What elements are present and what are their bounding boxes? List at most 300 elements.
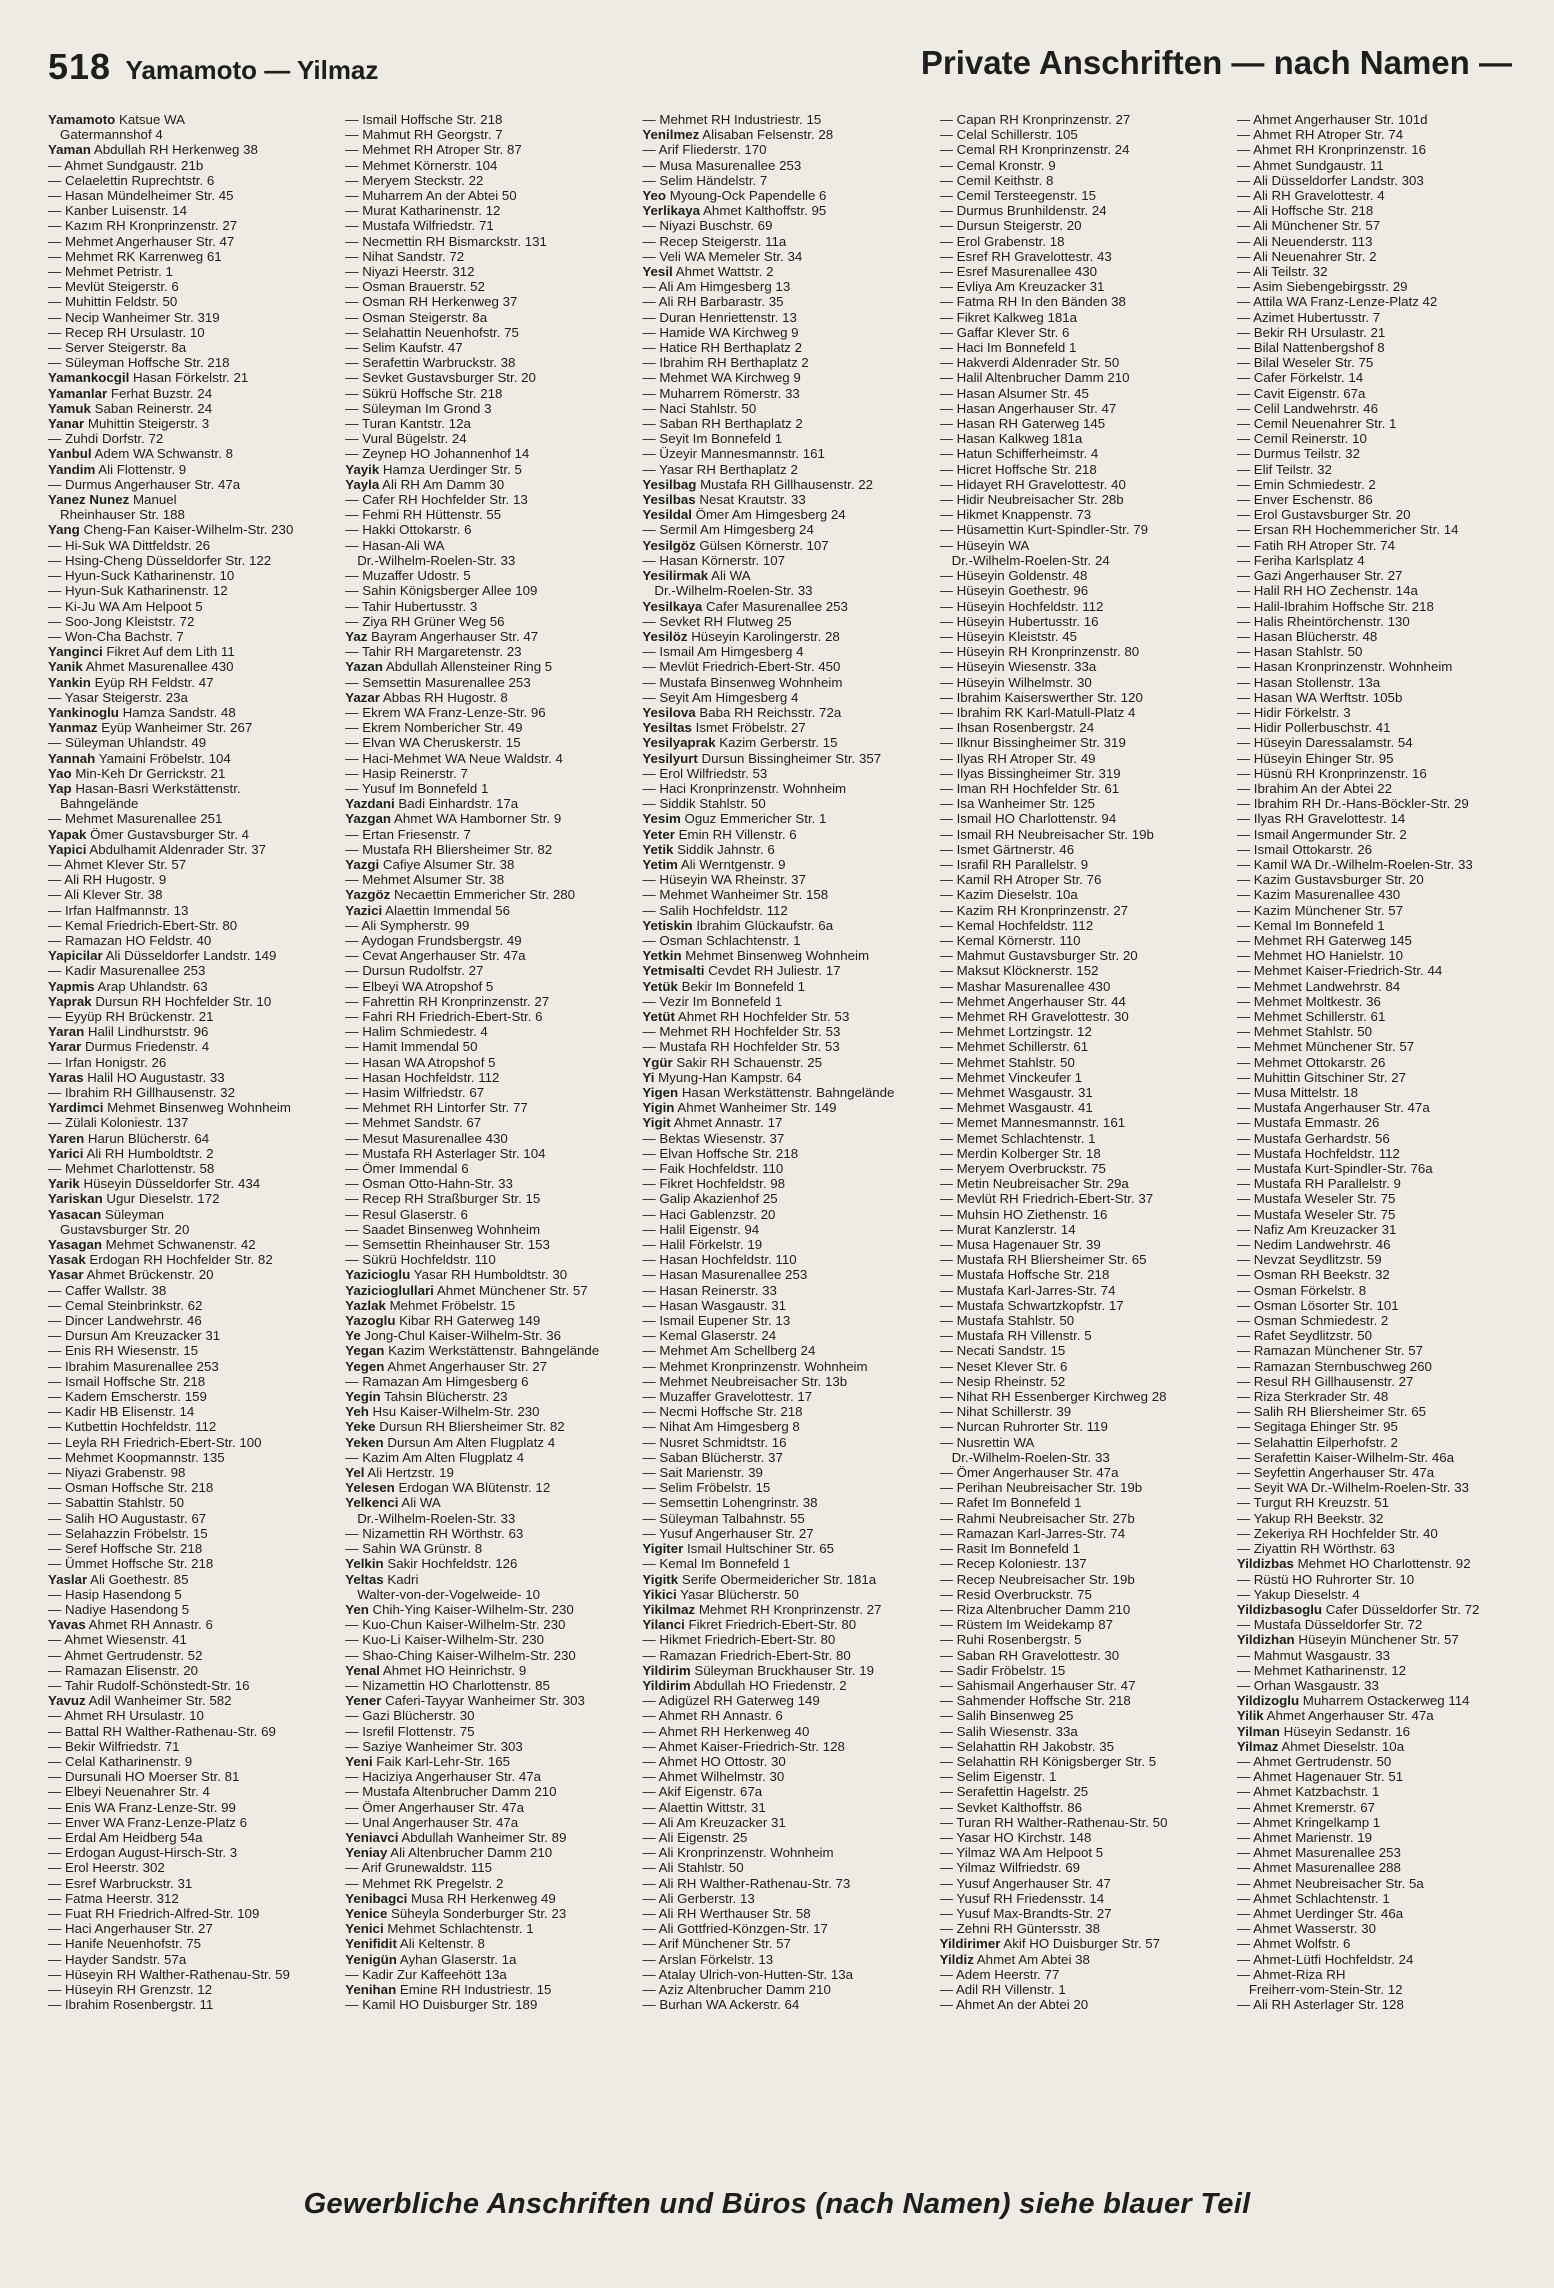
directory-entry: — Fuat RH Friedrich-Alfred-Str. 109 xyxy=(48,1905,260,1921)
directory-entry: — Kazim Dieselstr. 10a xyxy=(939,887,1078,903)
directory-entry: — Evliya Am Kreuzacker 31 xyxy=(939,279,1105,295)
directory-entry: — Seyfettin Angerhauser Str. 47a xyxy=(1236,1465,1435,1481)
directory-entry: — Aziz Altenbrucher Damm 210 xyxy=(642,1981,831,1997)
directory-entry: — Hasan Wasgaustr. 31 xyxy=(642,1297,787,1313)
directory-entry: — Cemal RH Kronprinzenstr. 24 xyxy=(939,142,1130,158)
directory-entry: — Mehmet RK Pregelstr. 2 xyxy=(345,1875,504,1891)
directory-entry: — Memet Schlachtenstr. 1 xyxy=(939,1130,1096,1146)
directory-entry: — Kazim Gustavsburger Str. 20 xyxy=(1236,872,1424,888)
directory-entry: — Osman Förkelstr. 8 xyxy=(1236,1282,1367,1298)
directory-entry: — Hüseyin Goldenstr. 48 xyxy=(939,568,1088,584)
directory-entry: — Atalay Ulrich-von-Hutten-Str. 13a xyxy=(642,1966,854,1982)
directory-entry: — Kazim RH Kronprinzenstr. 27 xyxy=(939,902,1129,918)
directory-entry: — Mustafa Weseler Str. 75 xyxy=(1236,1206,1396,1222)
directory-entry: — Ahmet Hagenauer Str. 51 xyxy=(1236,1769,1404,1785)
directory-entry: — Mehmet HO Hanielstr. 10 xyxy=(1236,948,1404,964)
surname: Yazici xyxy=(345,902,383,918)
directory-entry: Yazgöz Necaettin Emmericher Str. 280 xyxy=(345,887,576,903)
directory-entry: — Haciziya Angerhauser Str. 47a xyxy=(345,1769,542,1785)
directory-entry: — Mustafa RH Villenstr. 5 xyxy=(939,1328,1092,1344)
directory-entry: — Mahmut RH Georgstr. 7 xyxy=(345,127,503,143)
directory-entry: Yetkin Mehmet Binsenweg Wohnheim xyxy=(642,948,870,964)
directory-entry: — Muzaffer Udostr. 5 xyxy=(345,568,471,584)
directory-entry: Yesilöz Hüseyin Karolingerstr. 28 xyxy=(642,628,840,644)
surname: Yenifidit xyxy=(345,1936,397,1952)
directory-entry: — Ibrahim RH Dr.-Hans-Böckler-Str. 29 xyxy=(1236,796,1469,812)
directory-entry: — Hüseyin RH Walther-Rathenau-Str. 59 xyxy=(48,1966,290,1982)
surname: Yildirimer xyxy=(939,1936,1001,1952)
directory-entry: — Enver Eschenstr. 86 xyxy=(1236,492,1373,508)
surname: Yamanlar xyxy=(48,385,108,401)
surname: Yazoglu xyxy=(345,1313,396,1329)
surname: Yel xyxy=(345,1465,365,1481)
directory-entry: — Necati Sandstr. 15 xyxy=(939,1343,1066,1359)
directory-entry: — Fikret Kalkweg 181a xyxy=(939,309,1078,325)
surname: Yenigün xyxy=(345,1951,397,1967)
directory-entry: — Mahmut Gustavsburger Str. 20 xyxy=(939,948,1138,964)
surname: Yao xyxy=(48,765,72,781)
directory-entry: — Erdogan August-Hirsch-Str. 3 xyxy=(48,1845,238,1861)
directory-entry: — Hyun-Suk Katharinenstr. 12 xyxy=(48,583,228,599)
directory-entry: — Ahmet RH Ursulastr. 10 xyxy=(48,1708,204,1724)
surname: Yilmaz xyxy=(1236,1738,1279,1754)
directory-entry: Yilanci Fikret Friedrich-Ebert-Str. 80 xyxy=(642,1617,857,1633)
directory-entry: — Erol Gustavsburger Str. 20 xyxy=(1236,507,1411,523)
surname: Yanez Nunez xyxy=(48,492,130,508)
surname: Yang xyxy=(48,522,80,538)
directory-entry: — Hasim Wilfriedstr. 67 xyxy=(345,1085,485,1100)
directory-entry: — Ali Am Himgesberg 13 xyxy=(642,279,791,295)
directory-entry: Yelkenci Ali WA xyxy=(345,1495,441,1511)
directory-entry: Yildizoglu Muharrem Ostackerweg 114 xyxy=(1236,1693,1470,1709)
directory-entry: — Hüseyin WA xyxy=(939,537,1030,553)
directory-entry: — Esref Masurenallee 430 xyxy=(939,264,1098,280)
directory-entry: — Hasan Körnerstr. 107 xyxy=(642,552,786,568)
directory-entry: Yetim Ali Werntgenstr. 9 xyxy=(642,856,786,872)
directory-entry: — Tahir Rudolf-Schönstedt-Str. 16 xyxy=(48,1677,250,1693)
directory-entry: Yeter Emin RH Villenstr. 6 xyxy=(642,826,797,842)
directory-entry: — Mustafa Hoffsche Str. 218 xyxy=(939,1267,1110,1283)
directory-entry: Yasar Ahmet Brückenstr. 20 xyxy=(48,1267,214,1283)
directory-entry: — Arif Münchener Str. 57 xyxy=(642,1936,791,1952)
directory-entry: — Musa Hagenauer Str. 39 xyxy=(939,1237,1101,1253)
directory-entry: — Ali RH Barbarastr. 35 xyxy=(642,294,784,310)
directory-entry: — Osman Otto-Hahn-Str. 33 xyxy=(345,1176,513,1192)
surname: Yeni xyxy=(345,1753,373,1769)
directory-entry: — Yusuf Im Bonnefeld 1 xyxy=(345,780,489,796)
directory-entry: — Kamil HO Duisburger Str. 189 xyxy=(345,1997,538,2013)
surname: Yildirim xyxy=(642,1677,691,1693)
directory-entry: — Ali Gerberstr. 13 xyxy=(642,1890,755,1906)
directory-entry: — Erol Heerstr. 302 xyxy=(48,1860,165,1876)
directory-entry: — Ahmet Schlachtenstr. 1 xyxy=(1236,1890,1390,1906)
directory-entry: Yanez Nunez Manuel xyxy=(48,492,177,508)
directory-entry: — Rüstem Im Weidekamp 87 xyxy=(939,1617,1114,1633)
directory-entry: — Sevket Kalthoffstr. 86 xyxy=(939,1799,1083,1815)
directory-entry: — Ahmet Masurenallee 253 xyxy=(1236,1845,1401,1861)
directory-entry: — Hüsnü RH Kronprinzenstr. 16 xyxy=(1236,765,1427,781)
directory-entry: — Osman RH Herkenweg 37 xyxy=(345,294,518,310)
directory-entry: — Selahattin Eilperhofstr. 2 xyxy=(1236,1434,1398,1450)
directory-entry: — Semsettin Masurenallee 253 xyxy=(345,674,531,690)
directory-entry: — Attila WA Franz-Lenze-Platz 42 xyxy=(1236,294,1438,310)
directory-entry: — Hatice RH Berthaplatz 2 xyxy=(642,340,803,356)
directory-entry: — Necmettin RH Bismarckstr. 131 xyxy=(345,233,547,249)
directory-entry: Yaras Halil HO Augustastr. 33 xyxy=(48,1069,225,1085)
directory-entry: — Haci Angerhauser Str. 27 xyxy=(48,1921,213,1937)
surname: Yaras xyxy=(48,1069,84,1085)
directory-entry: — Recep Steigerstr. 11a xyxy=(642,233,787,249)
directory-entry: Yazoglu Kibar RH Gaterweg 149 xyxy=(345,1313,541,1329)
directory-entry: — Turan Kantstr. 12a xyxy=(345,416,471,432)
surname: Yelkenci xyxy=(345,1495,399,1511)
surname: Yarar xyxy=(48,1039,82,1055)
directory-entry: Ygür Sakir RH Schauenstr. 25 xyxy=(642,1054,822,1070)
directory-entry: — Osman Hoffsche Str. 218 xyxy=(48,1480,214,1496)
surname: Yenibagci xyxy=(345,1890,408,1906)
directory-entry: — Nizamettin HO Charlottenstr. 85 xyxy=(345,1677,550,1693)
directory-entry: — Kazim Münchener Str. 57 xyxy=(1236,902,1404,918)
directory-entry: — Ömer Angerhauser Str. 47a xyxy=(345,1799,525,1815)
directory-entry: — Hasan RH Gaterweg 145 xyxy=(939,416,1106,432)
directory-entry: — Ahmet RH Herkenweg 40 xyxy=(642,1723,810,1739)
directory-entry: Yasagan Mehmet Schwanenstr. 42 xyxy=(48,1237,256,1253)
surname: Yandim xyxy=(48,461,96,477)
directory-entry: Freiherr-vom-Stein-Str. 12 xyxy=(1248,1981,1403,1997)
directory-entry: — Ismail HO Charlottenstr. 94 xyxy=(939,811,1117,827)
directory-entry: — Nedim Landwehrstr. 46 xyxy=(1236,1237,1391,1253)
directory-entry: — Riza Altenbrucher Damm 210 xyxy=(939,1601,1131,1617)
directory-entry: Dr.-Wilhelm-Roelen-Str. 33 xyxy=(951,1449,1110,1465)
surname: Yazgöz xyxy=(345,887,391,903)
directory-columns xyxy=(48,112,1520,2152)
directory-entry: — Adigüzel RH Gaterweg 149 xyxy=(642,1693,820,1709)
directory-entry: — Nevzat Seydlitzstr. 59 xyxy=(1236,1252,1382,1268)
directory-entry: — Murat Katharinenstr. 12 xyxy=(345,203,501,219)
page-header xyxy=(48,40,1512,90)
directory-entry: — Mustafa Binsenweg Wohnheim xyxy=(642,674,843,690)
directory-entry: Yardimci Mehmet Binsenweg Wohnheim xyxy=(48,1100,291,1116)
directory-entry: — Halil Eigenstr. 94 xyxy=(642,1221,760,1237)
directory-entry: — Memet Mannesmannstr. 161 xyxy=(939,1115,1126,1131)
directory-entry: — Kuo-Li Kaiser-Wilhelm-Str. 230 xyxy=(345,1632,544,1648)
directory-entry: Yapici Abdulhamit Aldenrader Str. 37 xyxy=(48,841,267,857)
surname: Yaman xyxy=(48,142,91,158)
directory-entry: — Adem Heerstr. 77 xyxy=(939,1966,1060,1982)
directory-entry: Yesilbag Mustafa RH Gillhausenstr. 22 xyxy=(642,476,874,492)
directory-entry: — Gaffar Klever Str. 6 xyxy=(939,324,1070,340)
directory-entry: — Won-Cha Bachstr. 7 xyxy=(48,628,184,644)
directory-entry: — Ali Eigenstr. 25 xyxy=(642,1829,748,1845)
directory-entry: Yap Hasan-Basri Werkstättenstr. xyxy=(48,780,241,796)
directory-entry: — Ahmet Gertrudenstr. 50 xyxy=(1236,1753,1392,1769)
directory-entry: — Necip Wanheimer Str. 319 xyxy=(48,309,220,325)
directory-entry: — Ahmet Neubreisacher Str. 5a xyxy=(1236,1875,1424,1891)
directory-entry: — Ahmet Wilhelmstr. 30 xyxy=(642,1769,785,1785)
directory-entry: — Ali Hoffsche Str. 218 xyxy=(1236,203,1374,219)
surname: Yetim xyxy=(642,856,678,872)
directory-entry: — Durmus Angerhauser Str. 47a xyxy=(48,476,241,492)
directory-entry: — Sahismail Angerhauser Str. 47 xyxy=(939,1677,1136,1693)
directory-entry: Yeo Myoung-Ock Papendelle 6 xyxy=(642,188,827,204)
directory-entry: — Kuo-Chun Kaiser-Wilhelm-Str. 230 xyxy=(345,1617,566,1633)
directory-entry: — Celil Landwehrstr. 46 xyxy=(1236,400,1378,416)
directory-entry: — Sükrü Hoffsche Str. 218 xyxy=(345,385,503,401)
directory-entry: — Hasan Hochfeldstr. 110 xyxy=(642,1252,797,1268)
directory-entry: — Capan RH Kronprinzenstr. 27 xyxy=(939,112,1131,127)
directory-entry: — Erdal Am Heidberg 54a xyxy=(48,1829,203,1845)
directory-entry: Yaz Bayram Angerhauser Str. 47 xyxy=(345,628,539,644)
directory-entry: — Ahmet Masurenallee 288 xyxy=(1236,1860,1401,1876)
directory-entry: — Kamil RH Atroper Str. 76 xyxy=(939,872,1102,888)
directory-entry: — Ahmet Wasserstr. 30 xyxy=(1236,1921,1376,1937)
directory-entry: — Hasan Masurenallee 253 xyxy=(642,1267,808,1283)
directory-entry: — Serafettin Hagelstr. 25 xyxy=(939,1784,1089,1800)
directory-entry: — Ihsan Rosenbergstr. 24 xyxy=(939,720,1095,736)
directory-entry: Yildizbasoglu Cafer Düsseldorfer Str. 72 xyxy=(1236,1601,1480,1617)
surname: Yilanci xyxy=(642,1617,685,1633)
directory-entry: — Nurcan Ruhrorter Str. 119 xyxy=(939,1419,1108,1435)
directory-entry: — Mehmet RH Hochfelder Str. 53 xyxy=(642,1024,841,1040)
directory-entry: — Resul RH Gillhausenstr. 27 xyxy=(1236,1373,1414,1389)
surname: Yikici xyxy=(642,1586,677,1602)
directory-entry: — Hayder Sandstr. 57a xyxy=(48,1951,187,1967)
directory-entry: — Durmus Teilstr. 32 xyxy=(1236,446,1360,462)
directory-entry: Yankin Eyüp RH Feldstr. 47 xyxy=(48,674,214,690)
directory-entry: — Rafet Im Bonnefeld 1 xyxy=(939,1495,1082,1511)
directory-entry: — Recep Koloniestr. 137 xyxy=(939,1556,1087,1572)
directory-entry: — Celal Schillerstr. 105 xyxy=(939,127,1078,143)
directory-entry: — Kemal Friedrich-Ebert-Str. 80 xyxy=(48,917,238,933)
directory-entry: — Salih Hochfeldstr. 112 xyxy=(642,902,788,918)
directory-entry: — Turgut RH Kreuzstr. 51 xyxy=(1236,1495,1390,1511)
directory-entry: — Server Steigerstr. 8a xyxy=(48,340,187,356)
directory-entry: Yanik Ahmet Masurenallee 430 xyxy=(48,659,234,675)
directory-entry: Yaman Abdullah RH Herkenweg 38 xyxy=(48,142,258,158)
directory-entry: — Unal Angerhauser Str. 47a xyxy=(345,1814,519,1830)
directory-entry: Yanmaz Eyüp Wanheimer Str. 267 xyxy=(48,720,253,736)
directory-entry: — Ahmet Sundgaustr. 11 xyxy=(1236,157,1384,173)
surname: Yavuz xyxy=(48,1693,86,1709)
directory-entry: — Zuhdi Dorfstr. 72 xyxy=(48,431,164,447)
directory-entry: — Mustafa Emmastr. 26 xyxy=(1236,1115,1380,1131)
directory-entry: — Ismet Gärtnerstr. 46 xyxy=(939,841,1075,857)
surname: Yeniavci xyxy=(345,1829,399,1845)
directory-entry: Yaran Halil Lindhurststr. 96 xyxy=(48,1024,209,1040)
directory-entry: — Kutbettin Hochfeldstr. 112 xyxy=(48,1419,217,1435)
directory-entry: — Ilyas RH Gravelottestr. 14 xyxy=(1236,811,1406,827)
directory-entry: — Cemil Keithstr. 8 xyxy=(939,172,1054,188)
directory-entry: Yikilmaz Mehmet RH Kronprinzenstr. 27 xyxy=(642,1601,882,1617)
directory-entry: Yankinoglu Hamza Sandstr. 48 xyxy=(48,704,236,720)
directory-entry: — Haci-Mehmet WA Neue Waldstr. 4 xyxy=(345,750,563,766)
directory-entry: — Hamit Immendal 50 xyxy=(345,1039,478,1055)
directory-entry: Yasacan Süleyman xyxy=(48,1206,165,1222)
surname: Yazar xyxy=(345,689,380,705)
directory-entry: — Vural Bügelstr. 24 xyxy=(345,431,467,447)
surname: Yerlikaya xyxy=(642,203,701,219)
surname: Yanginci xyxy=(48,644,103,660)
directory-entry: Yeken Dursun Am Alten Flugplatz 4 xyxy=(345,1434,556,1450)
directory-entry: — Tahir Hubertusstr. 3 xyxy=(345,598,478,614)
directory-entry: — Hakverdi Aldenrader Str. 50 xyxy=(939,355,1120,371)
directory-entry: — Hüseyin Wiesenstr. 33a xyxy=(939,659,1097,675)
directory-entry: — Faik Hochfeldstr. 110 xyxy=(642,1161,784,1177)
directory-entry: — Niyazi Heerstr. 312 xyxy=(345,264,475,280)
directory-entry: Yen Chih-Ying Kaiser-Wilhelm-Str. 230 xyxy=(345,1601,574,1617)
directory-entry: — Rafet Seydlitzstr. 50 xyxy=(1236,1328,1373,1344)
directory-entry: — Hasan Mündelheimer Str. 45 xyxy=(48,188,234,204)
directory-entry: Ye Jong-Chul Kaiser-Wilhelm-Str. 36 xyxy=(345,1328,561,1344)
directory-entry: — Rüstü HO Ruhrorter Str. 10 xyxy=(1236,1571,1415,1587)
directory-entry: — Sermil Am Himgesberg 24 xyxy=(642,522,814,538)
directory-entry: — Ibrahim Masurenallee 253 xyxy=(48,1358,219,1374)
directory-entry: — Yasar HO Kirchstr. 148 xyxy=(939,1829,1092,1845)
directory-entry: — Hasan Hochfeldstr. 112 xyxy=(345,1069,500,1085)
directory-entry: — Ramazan Münchener Str. 57 xyxy=(1236,1343,1424,1359)
directory-entry: — Recep RH Ursulastr. 10 xyxy=(48,324,205,340)
directory-entry: Yazgi Cafiye Alsumer Str. 38 xyxy=(345,856,515,872)
directory-entry: — Ali RH Werthauser Str. 58 xyxy=(642,1905,811,1921)
surname: Yetik xyxy=(642,841,674,857)
directory-entry: Yigin Ahmet Wanheimer Str. 149 xyxy=(642,1100,837,1116)
surname: Yesilyaprak xyxy=(642,735,716,751)
directory-entry: — Sahmender Hoffsche Str. 218 xyxy=(939,1693,1131,1709)
directory-entry: Yilik Ahmet Angerhauser Str. 47a xyxy=(1236,1708,1434,1724)
directory-entry: — Mevlüt Friedrich-Ebert-Str. 450 xyxy=(642,659,841,675)
directory-entry: Yamamoto Katsue WA xyxy=(48,112,185,127)
directory-entry: — Selim Fröbelstr. 15 xyxy=(642,1480,771,1496)
directory-entry: — Ali Münchener Str. 57 xyxy=(1236,218,1381,234)
directory-entry: — Ertan Friesenstr. 7 xyxy=(345,826,471,842)
column-3 xyxy=(642,112,925,2152)
surname: Yikilmaz xyxy=(642,1601,696,1617)
directory-entry: — Hsing-Cheng Düsseldorfer Str. 122 xyxy=(48,552,272,568)
directory-entry: Yesilova Baba RH Reichsstr. 72a xyxy=(642,704,842,720)
surname: Yankin xyxy=(48,674,91,690)
directory-entry: — Celal Katharinenstr. 9 xyxy=(48,1753,193,1769)
directory-entry: Yerlikaya Ahmet Kalthoffstr. 95 xyxy=(642,203,827,219)
directory-entry: Yapicilar Ali Düsseldorfer Landstr. 149 xyxy=(48,948,277,964)
directory-entry: Yamankocgil Hasan Förkelstr. 21 xyxy=(48,370,249,386)
directory-entry: — Erol Wilfriedstr. 53 xyxy=(642,765,768,781)
directory-entry: — Osman Brauerstr. 52 xyxy=(345,279,485,295)
directory-entry: — Nusret Schmidtstr. 16 xyxy=(642,1434,787,1450)
directory-entry: — Cafer Förkelstr. 14 xyxy=(1236,370,1364,386)
surname: Yesilyurt xyxy=(642,750,698,766)
directory-entry: — Kazım RH Kronprinzenstr. 27 xyxy=(48,218,238,234)
surname: Yeo xyxy=(642,188,667,204)
surname: Yapak xyxy=(48,826,87,842)
surname: Yeniay xyxy=(345,1845,388,1861)
directory-entry: — Recep RH Straßburger Str. 15 xyxy=(345,1191,541,1207)
directory-entry: — Ekrem Nombericher Str. 49 xyxy=(345,720,523,736)
directory-entry: — Ekrem WA Franz-Lenze-Str. 96 xyxy=(345,704,546,720)
directory-entry: — Soo-Jong Kleiststr. 72 xyxy=(48,613,195,629)
directory-entry: — Ahmet Kringelkamp 1 xyxy=(1236,1814,1381,1830)
surname: Yaran xyxy=(48,1024,85,1040)
directory-entry: — Muzaffer Gravelottestr. 17 xyxy=(642,1389,813,1405)
directory-entry: — Ibrahim RH Berthaplatz 2 xyxy=(642,355,809,371)
directory-entry: — Kemal Im Bonnefeld 1 xyxy=(642,1556,791,1572)
surname: Yen xyxy=(345,1601,369,1617)
surname: Yesilirmak xyxy=(642,568,709,584)
directory-entry: — Halis Rheintörchenstr. 130 xyxy=(1236,613,1410,629)
directory-entry: Yelesen Erdogan WA Blütenstr. 12 xyxy=(345,1480,551,1496)
directory-entry: Yesil Ahmet Wattstr. 2 xyxy=(642,264,774,280)
directory-entry: Yildizbas Mehmet HO Charlottenstr. 92 xyxy=(1236,1556,1471,1572)
directory-entry: — Alaettin Wittstr. 31 xyxy=(642,1799,766,1815)
directory-entry: — Hasan WA Atropshof 5 xyxy=(345,1054,496,1070)
directory-entry: — Cemil Neuenahrer Str. 1 xyxy=(1236,416,1397,432)
directory-entry: — Ali RH Walther-Rathenau-Str. 73 xyxy=(642,1875,851,1891)
directory-entry: — Hüseyin RH Kronprinzenstr. 80 xyxy=(939,644,1140,660)
surname: Yazgi xyxy=(345,856,380,872)
directory-entry: — Mehmet Masurenallee 251 xyxy=(48,811,223,827)
directory-entry: — Saban RH Gravelottestr. 30 xyxy=(939,1647,1120,1663)
surname: Yesilöz xyxy=(642,628,688,644)
directory-entry: — Seref Hoffsche Str. 218 xyxy=(48,1541,203,1557)
directory-entry: Yegen Ahmet Angerhauser Str. 27 xyxy=(345,1358,547,1374)
directory-entry: — Celaelettin Ruprechtstr. 6 xyxy=(48,172,215,188)
directory-entry: — Mehmet WA Kirchweg 9 xyxy=(642,370,801,386)
directory-entry: Yenilmez Alisaban Felsenstr. 28 xyxy=(642,127,834,143)
directory-entry: — Ahmet-Riza RH xyxy=(1236,1966,1346,1982)
directory-entry: — Leyla RH Friedrich-Ebert-Str. 100 xyxy=(48,1434,262,1450)
directory-entry: Yazdani Badi Einhardstr. 17a xyxy=(345,796,519,812)
directory-entry: — Eyyüp RH Brückenstr. 21 xyxy=(48,1008,214,1024)
directory-entry: — Semsettin Lohengrinstr. 38 xyxy=(642,1495,818,1511)
directory-entry: — Hikmet Friedrich-Ebert-Str. 80 xyxy=(642,1632,836,1648)
directory-entry: — Ziyattin RH Wörthstr. 63 xyxy=(1236,1541,1395,1557)
directory-entry: — Hikmet Knappenstr. 73 xyxy=(939,507,1092,523)
surname: Yigitk xyxy=(642,1571,679,1587)
directory-entry: — Mehmet Schillerstr. 61 xyxy=(1236,1008,1386,1024)
directory-entry: — Ahmet Marienstr. 19 xyxy=(1236,1829,1373,1845)
directory-entry: — Elbeyi WA Atropshof 5 xyxy=(345,978,494,994)
directory-entry: — Sevket RH Flutweg 25 xyxy=(642,613,792,629)
directory-entry: — Mevlüt RH Friedrich-Ebert-Str. 37 xyxy=(939,1191,1154,1207)
directory-entry: — Mustafa Wilfriedstr. 71 xyxy=(345,218,494,234)
directory-entry: — Esref RH Gravelottestr. 43 xyxy=(939,248,1112,264)
directory-entry: — Isrefil Flottenstr. 75 xyxy=(345,1723,475,1739)
directory-entry: — Sadir Fröbelstr. 15 xyxy=(939,1662,1066,1678)
surname: Yapici xyxy=(48,841,87,857)
surname: Ygür xyxy=(642,1054,673,1070)
directory-entry: Yandim Ali Flottenstr. 9 xyxy=(48,461,187,477)
directory-entry: Yesilgöz Gülsen Körnerstr. 107 xyxy=(642,537,829,553)
directory-entry: — Mustafa Kurt-Spindler-Str. 76a xyxy=(1236,1161,1433,1177)
surname: Yasagan xyxy=(48,1237,102,1253)
directory-entry: — Cemil Tersteegenstr. 15 xyxy=(939,188,1097,204)
directory-entry: Yazici Alaettin Immendal 56 xyxy=(345,902,511,918)
directory-entry: — Mehmet Alsumer Str. 38 xyxy=(345,872,505,888)
surname: Yilman xyxy=(1236,1723,1280,1739)
directory-entry: — Dursun Steigerstr. 20 xyxy=(939,218,1082,234)
directory-entry: Yetüt Ahmet RH Hochfelder Str. 53 xyxy=(642,1008,850,1024)
surname: Yetkin xyxy=(642,948,682,964)
surname: Yasacan xyxy=(48,1206,102,1222)
directory-entry: Yetiskin Ibrahim Glückaufstr. 6a xyxy=(642,917,834,933)
directory-entry: — Cemal Steinbrinkstr. 62 xyxy=(48,1297,203,1313)
column-2 xyxy=(345,112,628,2152)
surname: Yesilbas xyxy=(642,492,696,508)
directory-entry: — Hasan Alsumer Str. 45 xyxy=(939,385,1089,401)
directory-entry: Yetmisalti Cevdet RH Juliestr. 17 xyxy=(642,963,841,979)
directory-entry: — Ismail Ottokarstr. 26 xyxy=(1236,841,1373,857)
directory-entry: — Resid Overbruckstr. 75 xyxy=(939,1586,1092,1602)
directory-entry: — Selim Händelstr. 7 xyxy=(642,172,768,188)
